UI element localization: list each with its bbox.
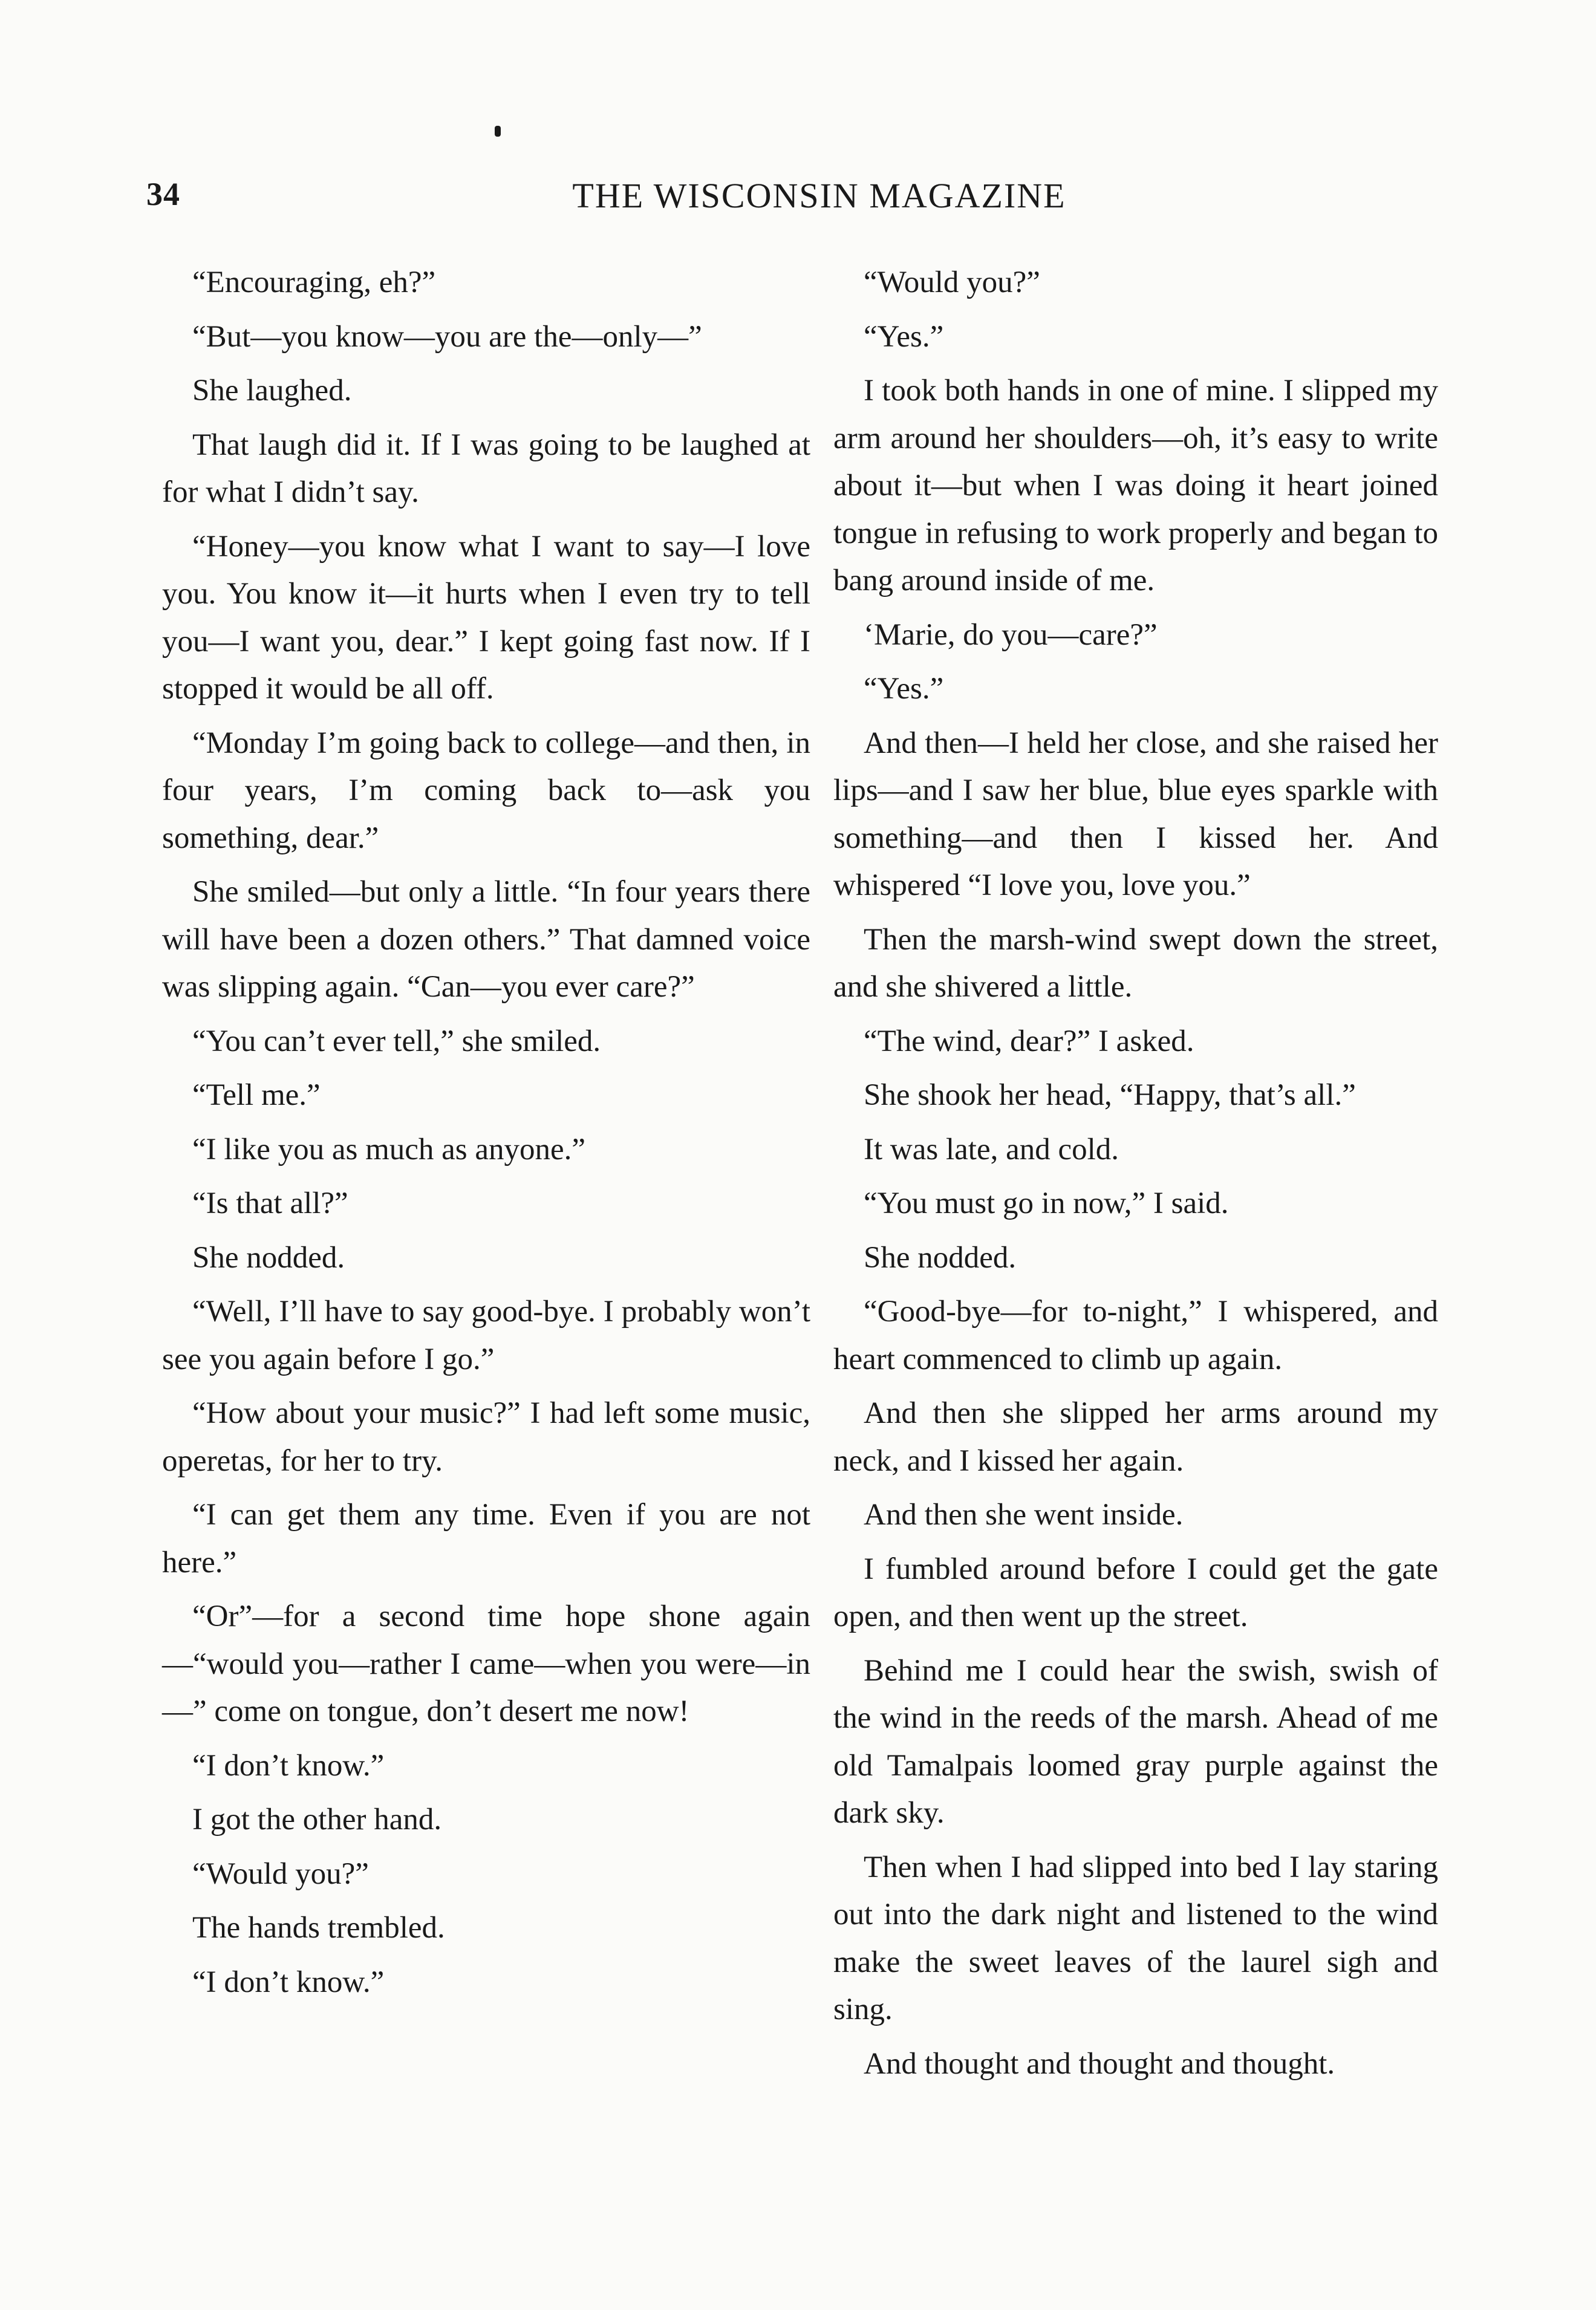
paragraph: She shook her head, “Happy, that’s all.”: [864, 1078, 1356, 1112]
paragraph: “I don’t know.”: [192, 1748, 385, 1783]
paragraph: ‘Marie, do you—care?”: [864, 617, 1158, 652]
paragraph: It was late, and cold.: [864, 1132, 1119, 1166]
paragraph: “I don’t know.”: [192, 1965, 385, 1999]
paragraph: I fumbled around before I could get the gate open, and then went up the street.: [833, 1552, 1438, 1633]
paragraph: “Is that all?”: [192, 1186, 348, 1220]
right-column: [833, 259, 1438, 2094]
paragraph: She nodded.: [192, 1240, 345, 1275]
paragraph: “You can’t ever tell,” she smiled.: [192, 1024, 601, 1058]
paragraph: I took both hands in one of mine. I slipped my arm around her shoulders—oh, it’s easy to write about it—but when I was doing it heart joined tongue in refusing to work properly and began to bang around inside of me.: [833, 374, 1438, 597]
paragraph: “Tell me.”: [192, 1078, 321, 1112]
paragraph: She nodded.: [864, 1240, 1017, 1275]
ink-speck: [495, 126, 501, 137]
paragraph: She laughed.: [192, 374, 352, 408]
paragraph: That laugh did it. If I was going to be laughed at for what I didn’t say.: [162, 428, 810, 509]
paragraph: “Well, I’ll have to say good-bye. I probably won’t see you again before I go.”: [162, 1295, 810, 1376]
paragraph: She smiled—but only a little. “In four years there will have been a dozen others.” That damned voice was slipping again. “Can—you ever care?”: [162, 875, 810, 1004]
paragraph: “Yes.”: [864, 319, 944, 354]
paragraph: “Yes.”: [864, 672, 944, 706]
paragraph: “You must go in now,” I said.: [864, 1186, 1229, 1220]
paragraph: “I can get them any time. Even if you are not here.”: [162, 1498, 810, 1580]
paragraph: “How about your music?” I had left some music, operetas, for her to try.: [162, 1396, 810, 1478]
paragraph: Then when I had slipped into bed I lay staring out into the dark night and listened to the wind make the sweet leaves of the laurel sigh and sing.: [833, 1850, 1438, 2026]
paragraph: “I like you as much as anyone.”: [192, 1132, 586, 1166]
paragraph: “Encouraging, eh?”: [192, 265, 436, 299]
paragraph: And then she slipped her arms around my neck, and I kissed her again.: [833, 1396, 1438, 1478]
paragraph: Behind me I could hear the swish, swish of the wind in the reeds of the marsh. Ahead of me old Tamalpais loomed gray purple against the dark sky.: [833, 1653, 1438, 1830]
paragraph: “Or”—for a second time hope shone again—“would you—rather I came—when you were—in—” come on tongue, don’t desert me now!: [162, 1599, 810, 1728]
paragraph: “The wind, dear?” I asked.: [864, 1024, 1194, 1058]
paragraph: “Would you?”: [864, 265, 1040, 299]
paragraph: “Would you?”: [192, 1856, 369, 1891]
page-header: [0, 175, 1596, 224]
page-number: 34: [146, 176, 180, 212]
paragraph: Then the marsh-wind swept down the street, and she shivered a little.: [833, 922, 1438, 1004]
left-column: [162, 259, 810, 2012]
running-title: THE WISCONSIN MAGAZINE: [572, 176, 1066, 215]
paragraph: The hands trembled.: [192, 1911, 445, 1945]
paragraph: “But—you know—you are the—only—”: [192, 319, 702, 354]
paragraph: “Monday I’m going back to college—and then, in four years, I’m coming back to—ask you something, dear.”: [162, 726, 810, 855]
paragraph: I got the other hand.: [192, 1803, 442, 1837]
paragraph: And then she went inside.: [864, 1498, 1184, 1532]
paragraph: “Good-bye—for to-night,” I whispered, and heart commenced to climb up again.: [833, 1295, 1438, 1376]
paragraph: And then—I held her close, and she raised her lips—and I saw her blue, blue eyes sparkle with something—and then I kissed her. And whispered “I love you, love you.”: [833, 726, 1438, 902]
paragraph: And thought and thought and thought.: [864, 2046, 1335, 2081]
paragraph: “Honey—you know what I want to say—I love you. You know it—it hurts when I even try to tell you—I want you, dear.” I kept going fast now. If I stopped it would be all off.: [162, 529, 810, 706]
